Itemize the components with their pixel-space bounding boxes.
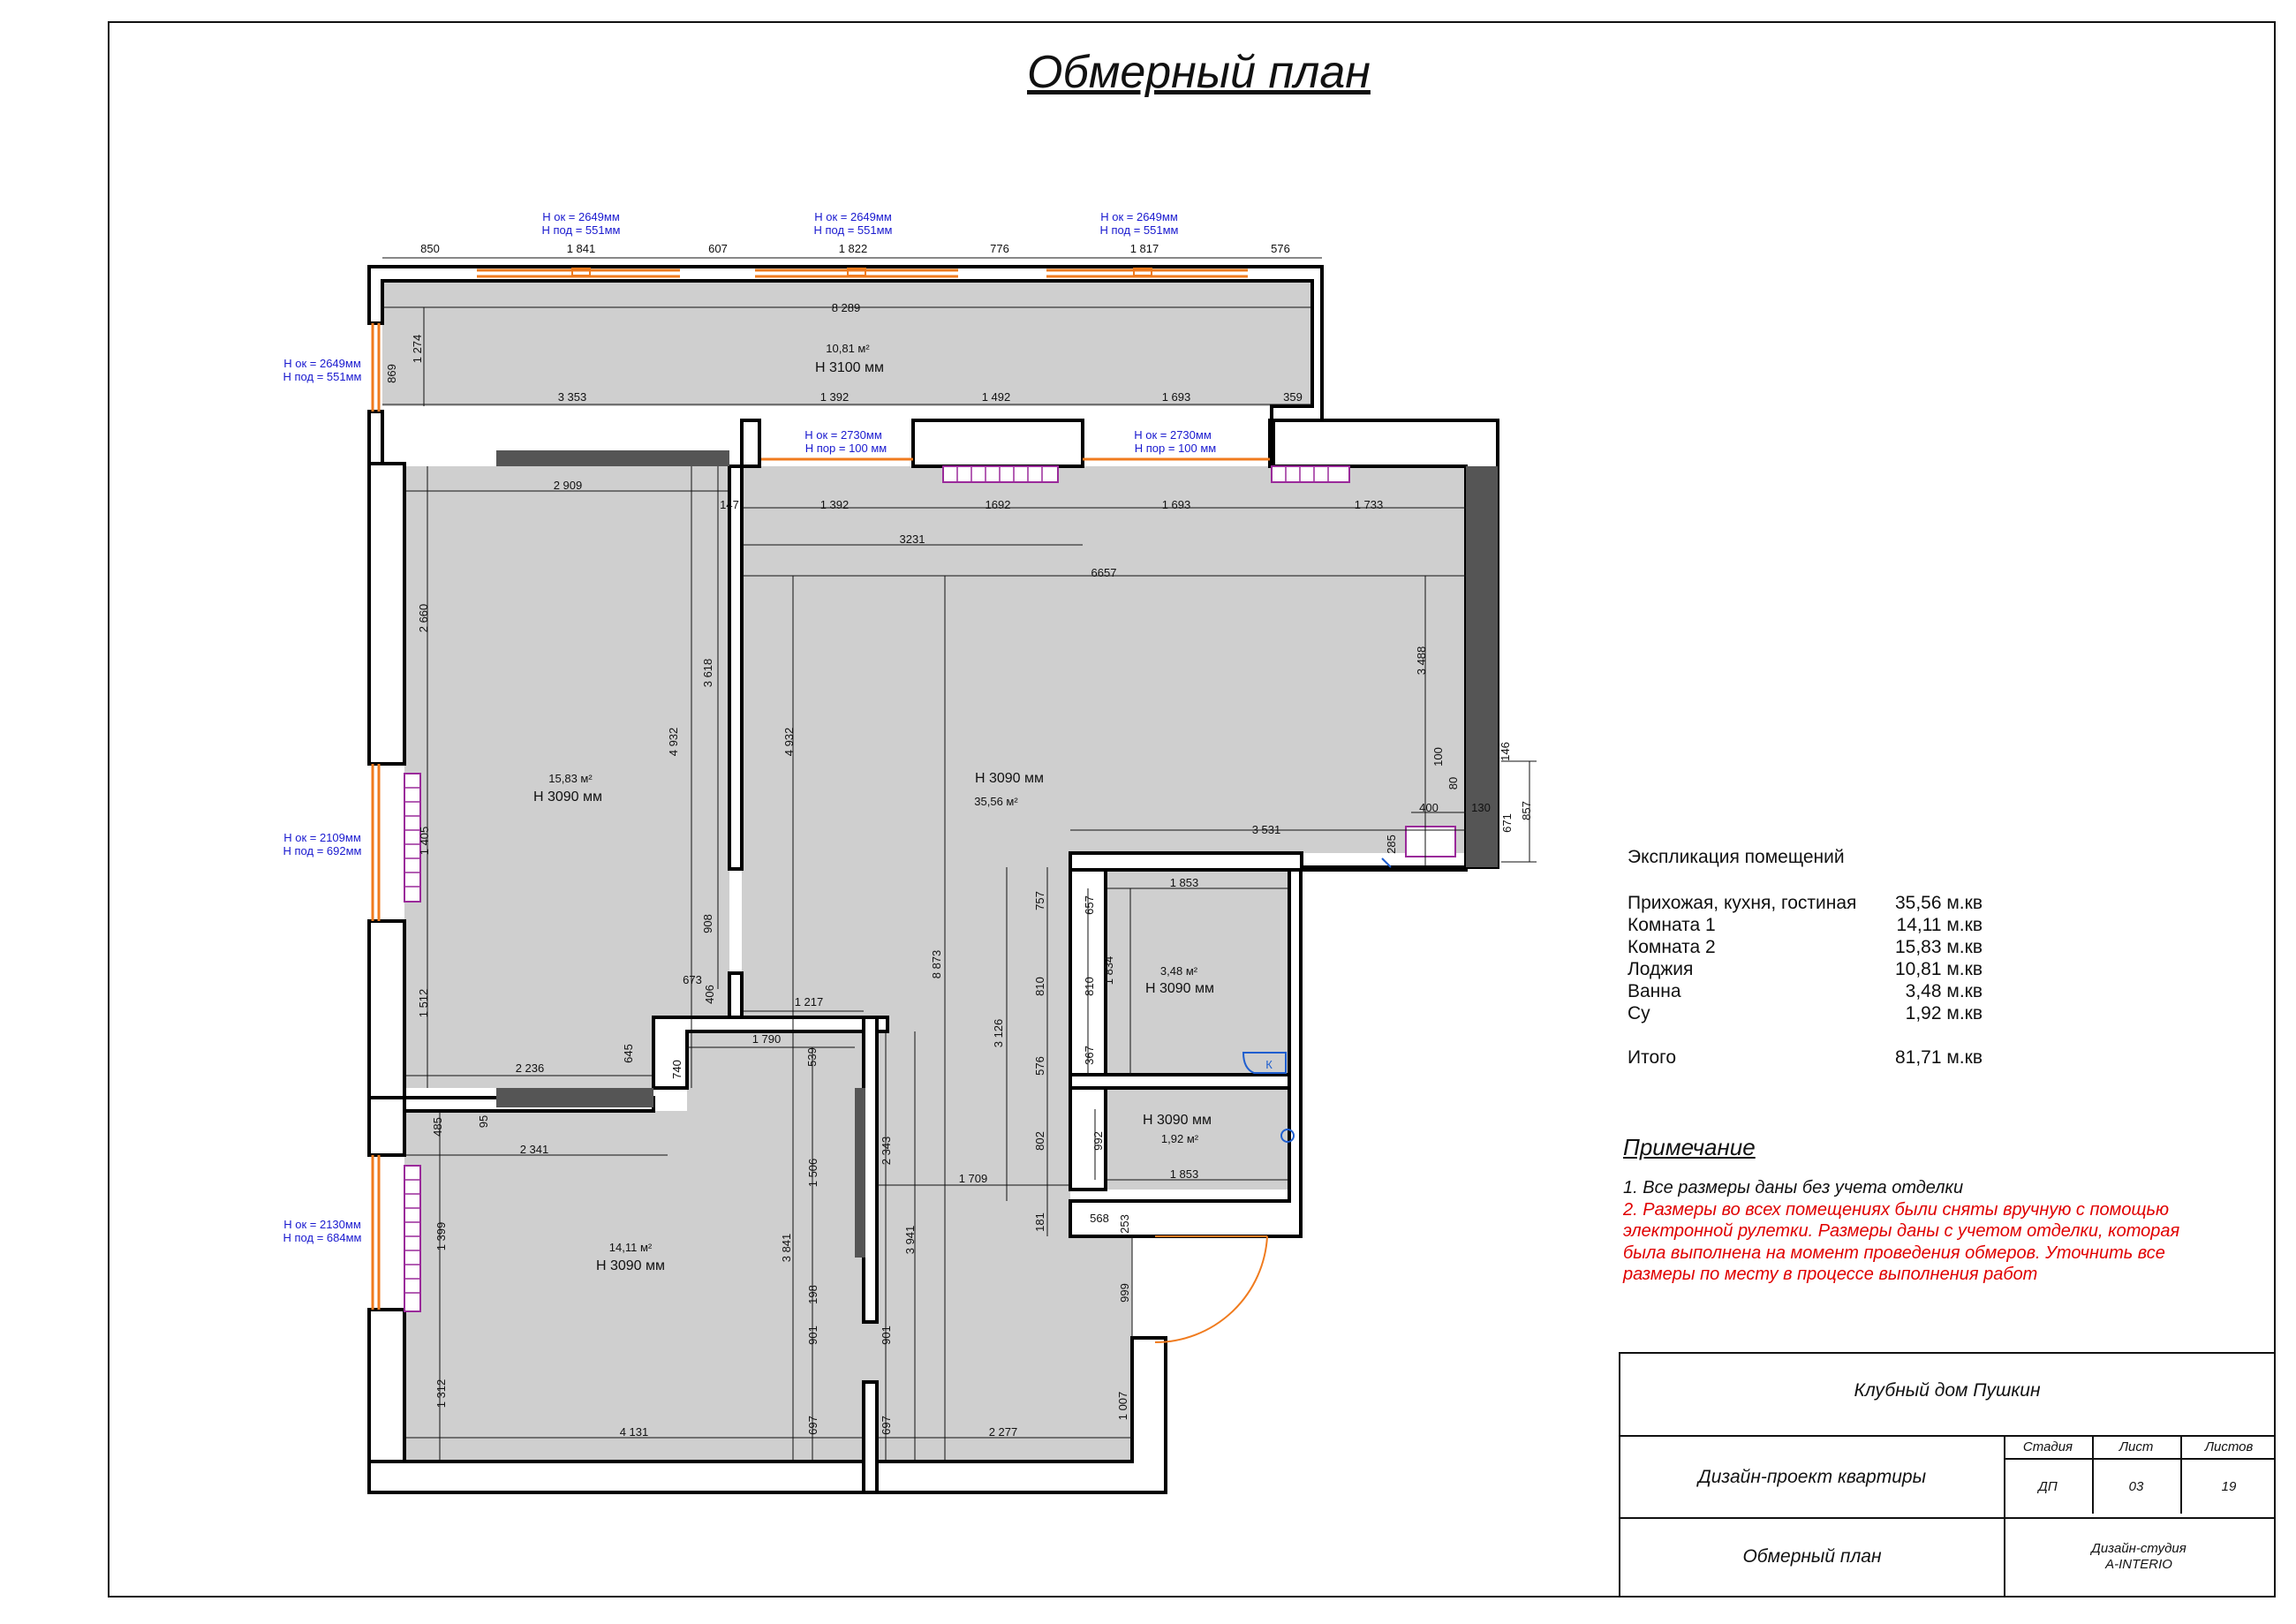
- dimension-labels: [385, 242, 1533, 1439]
- dim-2277: 2 277: [988, 1425, 1018, 1439]
- dim-1399: 1 399: [434, 1221, 448, 1251]
- dim-198: 198: [806, 1285, 819, 1304]
- dim-1392a: 1 392: [819, 390, 850, 404]
- dim-999: 999: [1118, 1283, 1131, 1303]
- window-note-3a: Н ок = 2649мм: [1100, 210, 1178, 223]
- stamp-divider: [2004, 1458, 2274, 1460]
- dim-697a: 697: [806, 1416, 819, 1435]
- dim-576-v: 576: [1033, 1056, 1046, 1076]
- explication-total: [1628, 1046, 1983, 1069]
- stamp-divider: [1620, 1517, 2274, 1519]
- dim-908: 908: [701, 914, 714, 933]
- dim-2909: 2 909: [553, 479, 583, 492]
- window-note-8b: Н под = 684мм: [283, 1231, 362, 1244]
- dim-1853b: 1 853: [1169, 1167, 1199, 1181]
- room-height-room1: Н 3090 мм: [595, 1258, 666, 1273]
- window-note-4a: Н ок = 2649мм: [283, 357, 361, 370]
- dim-100: 100: [1431, 747, 1445, 767]
- stamp-sheet-name: Обмерный план: [1742, 1546, 1882, 1567]
- explication-name: Комната 2: [1628, 937, 1716, 957]
- dim-1817: 1 817: [1129, 242, 1159, 255]
- explication-row: [1628, 892, 1983, 914]
- dim-1312: 1 312: [434, 1379, 448, 1409]
- window-note-5a: Н ок = 2730мм: [804, 428, 882, 442]
- explication-name: Прихожая, кухня, гостиная: [1628, 893, 1857, 913]
- dim-776: 776: [990, 242, 1009, 255]
- stamp-doc-type: Дизайн-проект квартиры: [1697, 1467, 1927, 1487]
- dim-2341: 2 341: [519, 1143, 549, 1156]
- explication-name: Су: [1628, 1003, 1650, 1023]
- dim-4932b: 4 932: [782, 727, 796, 757]
- dim-810b: 810: [1083, 977, 1096, 996]
- dim-4131: 4 131: [619, 1425, 649, 1439]
- explication-title: Экспликация помещений: [1628, 847, 1845, 867]
- dim-1841: 1 841: [566, 242, 596, 255]
- dim-568: 568: [1090, 1212, 1109, 1225]
- dim-992: 992: [1091, 1131, 1105, 1151]
- dim-1007: 1 007: [1116, 1391, 1129, 1421]
- dim-697b: 697: [880, 1416, 893, 1435]
- room-height-room2: Н 3090 мм: [532, 789, 603, 804]
- window-note-6b: Н пор = 100 мм: [1134, 442, 1217, 455]
- dim-130: 130: [1471, 801, 1491, 814]
- stamp-sheet: 03: [2128, 1479, 2144, 1494]
- dim-1853a: 1 853: [1169, 876, 1199, 889]
- dim-1512: 1 512: [417, 988, 430, 1018]
- room-height-living: Н 3090 мм: [974, 771, 1045, 786]
- explication-row: [1628, 958, 1983, 980]
- stamp-sheet-header: Лист: [2119, 1439, 2154, 1454]
- dim-359: 359: [1283, 390, 1303, 404]
- dim-3353: 3 353: [557, 390, 587, 404]
- explication-row: [1628, 914, 1983, 936]
- window-note-2b: Н под = 551мм: [813, 223, 893, 237]
- dim-740: 740: [670, 1060, 684, 1079]
- dim-901a: 901: [806, 1326, 819, 1345]
- room-height-wc: Н 3090 мм: [1142, 1113, 1212, 1128]
- window-note-7b: Н под = 692мм: [283, 844, 362, 857]
- dim-1274: 1 274: [411, 334, 424, 364]
- dim-3231: 3231: [899, 533, 925, 546]
- window-note-6a: Н ок = 2730мм: [1134, 428, 1212, 442]
- dim-3941: 3 941: [903, 1225, 917, 1255]
- dim-400: 400: [1419, 801, 1439, 814]
- dim-1492: 1 492: [981, 390, 1011, 404]
- room-height-bath: Н 3090 мм: [1144, 981, 1215, 996]
- window-note-1b: Н под = 551мм: [541, 223, 621, 237]
- dim-1822: 1 822: [838, 242, 868, 255]
- window-note-1a: Н ок = 2649мм: [542, 210, 620, 223]
- dim-757: 757: [1033, 891, 1046, 910]
- explication-value: 10,81 м.кв: [1894, 959, 1983, 979]
- stamp-studio-2: A-INTERIO: [2105, 1557, 2172, 1572]
- explication-value: 14,11 м.кв: [1896, 915, 1983, 935]
- dim-2343: 2 343: [880, 1136, 893, 1166]
- window-note-2a: Н ок = 2649мм: [814, 210, 892, 223]
- dim-1733: 1 733: [1354, 498, 1384, 511]
- dim-850: 850: [420, 242, 440, 255]
- dim-181: 181: [1033, 1212, 1046, 1232]
- notes: [1623, 1177, 2188, 1286]
- dim-539: 539: [805, 1047, 819, 1067]
- title-block: [1619, 1352, 2276, 1598]
- stamp-stage: ДП: [2038, 1479, 2058, 1494]
- dim-1692: 1692: [985, 498, 1011, 511]
- explication-name: Лоджия: [1628, 959, 1694, 979]
- dim-3618: 3 618: [701, 658, 714, 688]
- dim-1693b: 1 693: [1161, 498, 1191, 511]
- dim-810a: 810: [1033, 977, 1046, 996]
- total-label: Итого: [1628, 1047, 1677, 1068]
- dim-8289: 8 289: [831, 301, 861, 314]
- explication-row: [1628, 936, 1983, 958]
- explication-row: [1628, 980, 1983, 1002]
- dim-657: 657: [1083, 895, 1096, 915]
- room-area-room1: 14,11 м²: [608, 1241, 653, 1254]
- dim-901b: 901: [880, 1326, 893, 1345]
- dim-3488: 3 488: [1415, 646, 1428, 676]
- dim-485: 485: [431, 1117, 444, 1137]
- dim-4932a: 4 932: [667, 727, 680, 757]
- window-note-3b: Н под = 551мм: [1099, 223, 1179, 237]
- dim-285: 285: [1385, 835, 1398, 854]
- explication-value: 35,56 м.кв: [1894, 893, 1983, 913]
- dim-3531: 3 531: [1251, 823, 1281, 836]
- dim-2236: 2 236: [515, 1061, 545, 1075]
- dim-1506: 1 506: [806, 1158, 819, 1188]
- window-note-5b: Н пор = 100 мм: [804, 442, 887, 455]
- dim-3841: 3 841: [780, 1233, 793, 1263]
- window-note-7a: Н ок = 2109мм: [283, 831, 361, 844]
- dim-80: 80: [1446, 776, 1460, 790]
- explication-value: 3,48 м.кв: [1905, 981, 1983, 1001]
- room-area-living: 35,56 м²: [974, 795, 1018, 808]
- dim-6657: 6657: [1091, 566, 1117, 579]
- dim-645: 645: [622, 1044, 635, 1063]
- dim-1217: 1 217: [794, 995, 824, 1008]
- dim-1709: 1 709: [958, 1172, 988, 1185]
- dim-857: 857: [1520, 801, 1533, 820]
- stamp-stage-header: Стадия: [2022, 1439, 2073, 1454]
- dim-8873: 8 873: [930, 949, 943, 979]
- explication-name: Ванна: [1628, 981, 1681, 1001]
- explication-value: 1,92 м.кв: [1905, 1003, 1983, 1023]
- dim-1392b: 1 392: [819, 498, 850, 511]
- room-labels: [533, 342, 1214, 1273]
- stamp-divider: [1620, 1435, 2274, 1437]
- stamp-project: Клубный дом Пушкин: [1854, 1380, 2041, 1401]
- room-area-room2: 15,83 м²: [548, 772, 593, 785]
- room-area-wc: 1,92 м²: [1160, 1132, 1199, 1145]
- dim-1790: 1 790: [751, 1032, 782, 1046]
- window-note-8a: Н ок = 2130мм: [283, 1218, 361, 1231]
- dim-671: 671: [1500, 813, 1514, 833]
- page-title: Обмерный план: [1027, 47, 1371, 98]
- stamp-sheets: 19: [2221, 1479, 2237, 1494]
- explication-row: [1628, 1002, 1983, 1024]
- room-area-loggia: 10,81 м²: [826, 342, 870, 355]
- dim-673: 673: [683, 973, 702, 986]
- dim-1834: 1 834: [1102, 956, 1115, 986]
- dim-802: 802: [1033, 1131, 1046, 1151]
- explication: [1628, 846, 1983, 1069]
- stamp-sheets-header: Листов: [2204, 1439, 2254, 1454]
- dim-869: 869: [385, 364, 398, 383]
- notes-title: Примечание: [1623, 1134, 1756, 1160]
- note-2: 2. Размеры во всех помещениях были сняты вручную с помощью электронной рулетки. Размеры даны с учетом отделки, которая была выполнена на момент проведения обмеров. Уточнить все размеры по месту в процессе выполнения работ: [1623, 1199, 2180, 1284]
- explication-value: 15,83 м.кв: [1894, 937, 1983, 957]
- room-area-bath: 3,48 м²: [1159, 964, 1198, 978]
- dim-3126: 3 126: [992, 1018, 1005, 1048]
- explication-name: Комната 1: [1628, 915, 1716, 935]
- dim-147: 147: [720, 498, 739, 511]
- dim-1693a: 1 693: [1161, 390, 1191, 404]
- dim-576: 576: [1271, 242, 1290, 255]
- dim-146: 146: [1499, 742, 1512, 761]
- window-note-4b: Н под = 551мм: [283, 370, 362, 383]
- note-1: 1. Все размеры даны без учета отделки: [1623, 1178, 1964, 1197]
- marker-k: К: [1265, 1058, 1273, 1071]
- dim-2660: 2 660: [417, 603, 430, 633]
- dim-607: 607: [708, 242, 728, 255]
- window-notes: [283, 210, 1217, 1244]
- total-value: 81,71 м.кв: [1894, 1047, 1983, 1068]
- dim-367: 367: [1083, 1046, 1096, 1065]
- dim-253: 253: [1118, 1214, 1131, 1234]
- dim-406: 406: [703, 985, 716, 1004]
- dim-1405: 1 405: [418, 826, 431, 856]
- dim-95: 95: [477, 1114, 490, 1129]
- stamp-studio-1: Дизайн-студия: [2091, 1541, 2186, 1556]
- room-height-loggia: Н 3100 мм: [814, 360, 885, 375]
